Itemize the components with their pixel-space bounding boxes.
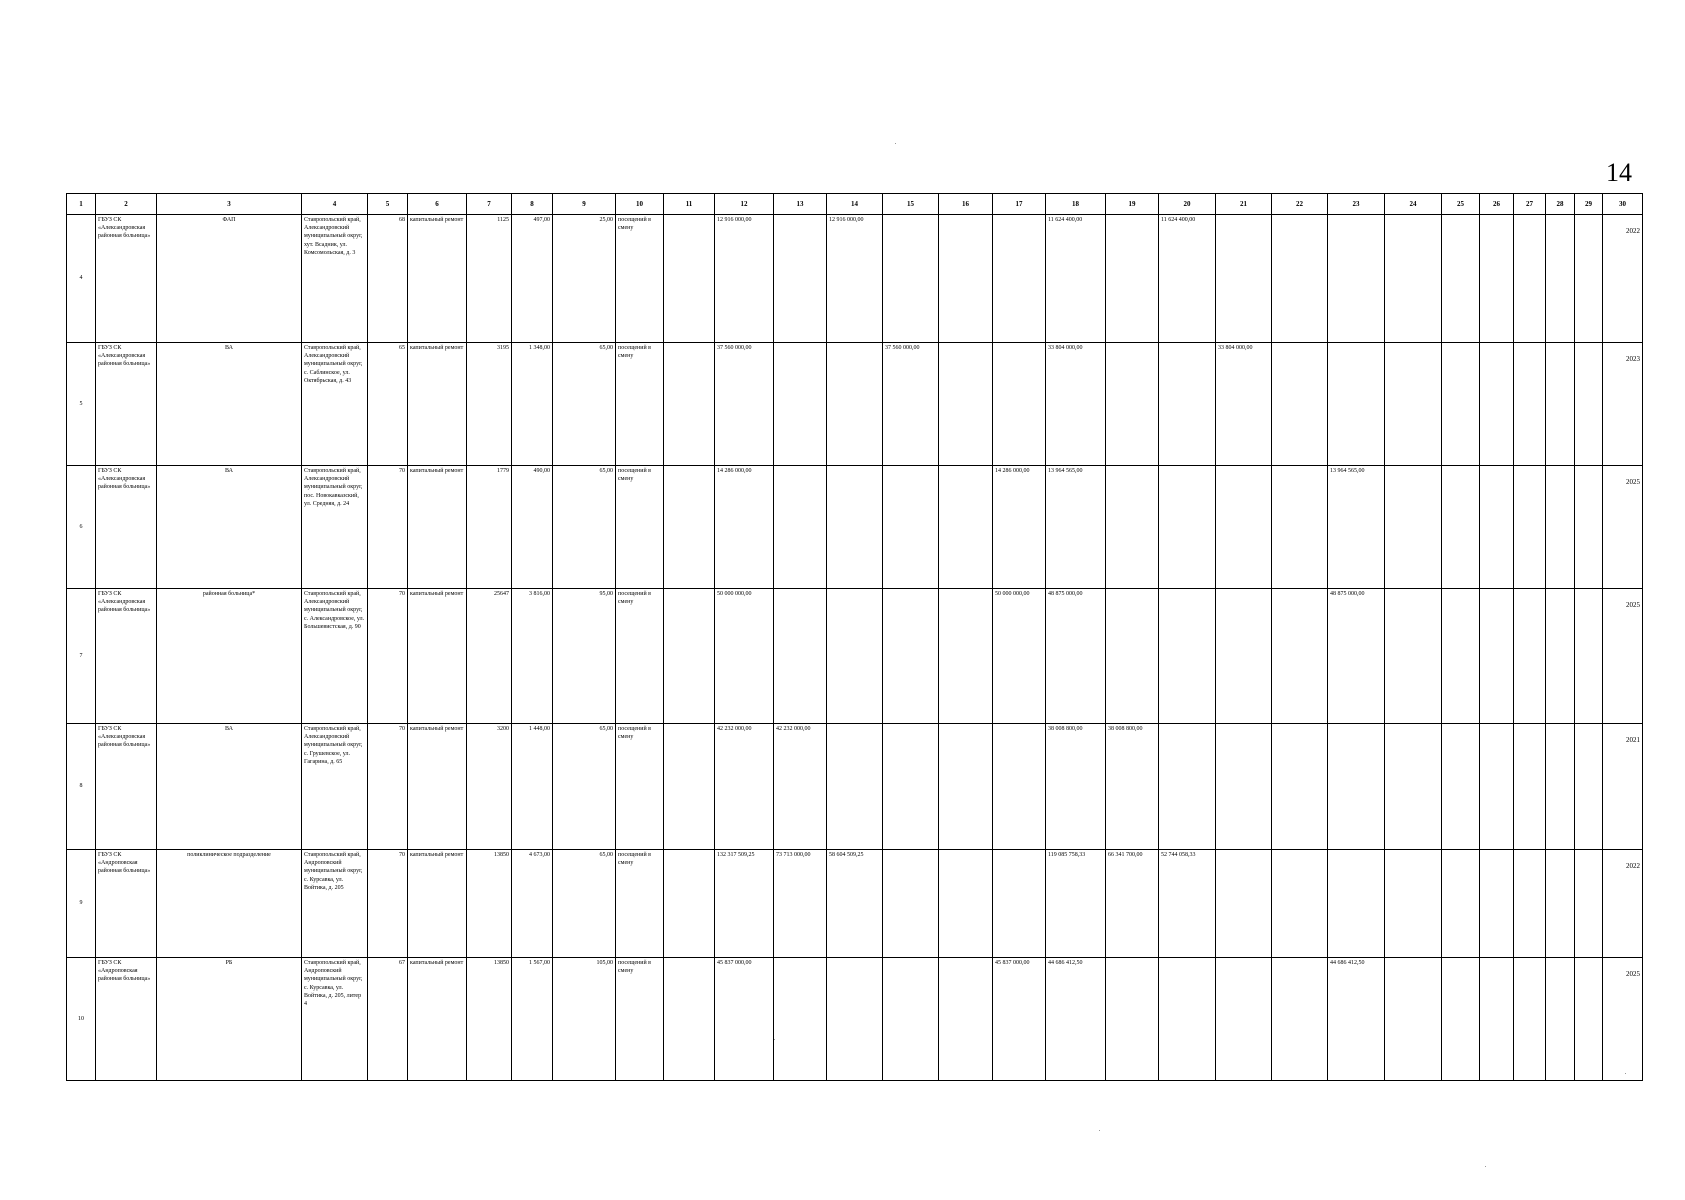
table-cell-col-24 [1385,466,1442,589]
table-cell-col-7: 25647 [467,589,512,724]
table-cell-col-19 [1106,589,1159,724]
table-cell-col-24 [1385,589,1442,724]
table-cell-col-16 [939,589,993,724]
table-cell-col-17: 45 837 000,00 [993,958,1046,1081]
table-cell-col-1: 6 [67,466,96,589]
table-cell-col-1: 10 [67,958,96,1081]
table-cell-col-13 [774,215,827,343]
table-cell-col-1: 8 [67,724,96,850]
table-cell-col-11 [664,958,715,1081]
column-header: 11 [664,194,715,215]
table-cell-col-21 [1216,589,1272,724]
table-cell-col-20: 11 624 400,00 [1159,215,1216,343]
table-cell-col-16 [939,958,993,1081]
table-cell-col-2: ГБУЗ СК «Александровская районная больница» [96,724,157,850]
table-cell-col-16 [939,724,993,850]
table-cell-col-30: 2023 [1603,343,1643,466]
table-cell-col-7: 1779 [467,466,512,589]
table-cell-col-18: 119 085 758,33 [1046,850,1106,958]
table-cell-col-24 [1385,343,1442,466]
table-cell-col-16 [939,466,993,589]
table-cell-col-12: 132 317 509,25 [715,850,774,958]
table-cell-col-4: Ставропольский край, Александровский муниципальный округ, с. Саблинское, ул. Октябрьская, д. 43 [302,343,368,466]
table-cell-col-23 [1328,215,1385,343]
table-cell-col-22 [1272,958,1328,1081]
column-header: 23 [1328,194,1385,215]
scan-speck [1099,1130,1100,1131]
table-cell-col-17 [993,850,1046,958]
table-cell-col-9: 95,00 [553,589,616,724]
table-cell-col-23: 48 875 000,00 [1328,589,1385,724]
table-cell-col-20 [1159,724,1216,850]
table-cell-col-16 [939,343,993,466]
table-cell-col-29 [1575,215,1603,343]
table-cell-col-15 [883,589,939,724]
table-cell-col-25 [1442,466,1480,589]
table-cell-col-7: 3195 [467,343,512,466]
scan-speck [1625,1073,1626,1074]
table-cell-col-10: посещений в смену [616,343,664,466]
scan-speck [774,1039,775,1040]
table-cell-col-3: ВА [157,343,302,466]
table-cell-col-9: 65,00 [553,724,616,850]
table-cell-col-30: 2021 [1603,724,1643,850]
table-cell-col-26 [1480,343,1514,466]
table-cell-col-21 [1216,724,1272,850]
table-cell-col-21 [1216,466,1272,589]
table-cell-col-27 [1514,466,1546,589]
table-cell-col-20 [1159,466,1216,589]
table-cell-col-9: 65,00 [553,343,616,466]
sheet [66,193,1640,1022]
table-cell-col-29 [1575,466,1603,589]
table-cell-col-4: Ставропольский край, Александровский муниципальный округ, хут. Всадник, ул. Комсомольская, д. 3 [302,215,368,343]
table-cell-col-18: 48 875 000,00 [1046,589,1106,724]
table-cell-col-24 [1385,215,1442,343]
table-cell-col-14 [827,466,883,589]
table-cell-col-18: 13 964 565,00 [1046,466,1106,589]
scan-speck [895,143,896,144]
table-cell-col-11 [664,724,715,850]
table-cell-col-3: районная больница* [157,589,302,724]
table-cell-col-6: капитальный ремонт [408,724,467,850]
table-cell-col-26 [1480,850,1514,958]
table-cell-col-13 [774,589,827,724]
table-cell-col-24 [1385,850,1442,958]
table-cell-col-6: капитальный ремонт [408,589,467,724]
table-cell-col-29 [1575,958,1603,1081]
table-cell-col-17 [993,343,1046,466]
table-cell-col-18: 44 686 412,50 [1046,958,1106,1081]
page-number: 14 [1606,158,1632,187]
column-header: 5 [368,194,408,215]
table-cell-col-14 [827,343,883,466]
table-cell-col-9: 65,00 [553,466,616,589]
table-cell-col-8: 1 348,00 [512,343,553,466]
table-cell-col-13: 42 232 000,00 [774,724,827,850]
column-header: 7 [467,194,512,215]
table-cell-col-3: ФАП [157,215,302,343]
table-cell-col-15 [883,466,939,589]
table-cell-col-5: 70 [368,466,408,589]
table-cell-col-10: посещений в смену [616,589,664,724]
table-cell-col-7: 1125 [467,215,512,343]
table-cell-col-14 [827,589,883,724]
column-header: 28 [1546,194,1575,215]
table-cell-col-2: ГБУЗ СК «Андроповская районная больница» [96,958,157,1081]
table-cell-col-7: 13850 [467,958,512,1081]
table-cell-col-5: 70 [368,724,408,850]
table-cell-col-19: 38 008 800,00 [1106,724,1159,850]
column-header: 19 [1106,194,1159,215]
table-cell-col-5: 67 [368,958,408,1081]
table-cell-col-3: ВА [157,466,302,589]
table-cell-col-21: 33 804 000,00 [1216,343,1272,466]
table-cell-col-12: 50 000 000,00 [715,589,774,724]
table-cell-col-27 [1514,724,1546,850]
column-header: 22 [1272,194,1328,215]
table-cell-col-19 [1106,466,1159,589]
table-cell-col-19 [1106,958,1159,1081]
table-cell-col-18: 33 804 000,00 [1046,343,1106,466]
table-cell-col-4: Ставропольский край, Александровский муниципальный округ, пос. Новокавказский, ул. Средняя, д. 24 [302,466,368,589]
scan-speck [1485,1166,1486,1167]
table-cell-col-5: 68 [368,215,408,343]
table-cell-col-30: 2025 [1603,589,1643,724]
table-cell-col-12: 42 232 000,00 [715,724,774,850]
table-cell-col-15 [883,850,939,958]
table-cell-col-9: 25,00 [553,215,616,343]
column-header: 10 [616,194,664,215]
table-cell-col-17: 14 286 000,00 [993,466,1046,589]
table-cell-col-6: капитальный ремонт [408,958,467,1081]
table-cell-col-19 [1106,215,1159,343]
column-header: 26 [1480,194,1514,215]
table-cell-col-13: 73 713 000,00 [774,850,827,958]
table-cell-col-27 [1514,958,1546,1081]
table-cell-col-6: капитальный ремонт [408,343,467,466]
column-header: 15 [883,194,939,215]
table-cell-col-14 [827,958,883,1081]
table-cell-col-3: ВА [157,724,302,850]
table-cell-col-10: посещений в смену [616,724,664,850]
table-cell-col-22 [1272,724,1328,850]
table-cell-col-11 [664,215,715,343]
column-header: 24 [1385,194,1442,215]
column-header: 13 [774,194,827,215]
table-cell-col-16 [939,850,993,958]
table-cell-col-15 [883,958,939,1081]
column-header: 6 [408,194,467,215]
column-header: 2 [96,194,157,215]
table-cell-col-28 [1546,724,1575,850]
table-cell-col-13 [774,466,827,589]
table-cell-col-28 [1546,850,1575,958]
table-cell-col-8: 497,00 [512,215,553,343]
table-cell-col-28 [1546,958,1575,1081]
table-cell-col-11 [664,466,715,589]
table-cell-col-14 [827,724,883,850]
table-cell-col-10: посещений в смену [616,850,664,958]
table-cell-col-2: ГБУЗ СК «Александровская районная больница» [96,466,157,589]
column-header: 14 [827,194,883,215]
table-cell-col-20 [1159,343,1216,466]
table-cell-col-13 [774,343,827,466]
table-cell-col-20: 52 744 058,33 [1159,850,1216,958]
table-cell-col-21 [1216,850,1272,958]
table-cell-col-22 [1272,466,1328,589]
table-cell-col-28 [1546,466,1575,589]
table-cell-col-6: капитальный ремонт [408,215,467,343]
table-cell-col-25 [1442,850,1480,958]
table-cell-col-16 [939,215,993,343]
table-cell-col-26 [1480,958,1514,1081]
column-header: 21 [1216,194,1272,215]
table-cell-col-12: 45 837 000,00 [715,958,774,1081]
column-header: 27 [1514,194,1546,215]
table-cell-col-15 [883,724,939,850]
table-row [67,215,1643,343]
table-cell-col-9: 65,00 [553,850,616,958]
table-cell-col-17 [993,724,1046,850]
table-cell-col-27 [1514,589,1546,724]
table-cell-col-2: ГБУЗ СК «Александровская районная больница» [96,215,157,343]
table-cell-col-20 [1159,958,1216,1081]
column-header: 9 [553,194,616,215]
table-cell-col-29 [1575,850,1603,958]
table-cell-col-26 [1480,724,1514,850]
table-cell-col-6: капитальный ремонт [408,466,467,589]
table-cell-col-17 [993,215,1046,343]
table-cell-col-13 [774,958,827,1081]
table-cell-col-29 [1575,343,1603,466]
table-cell-col-9: 105,00 [553,958,616,1081]
column-header: 3 [157,194,302,215]
table-cell-col-23 [1328,343,1385,466]
table-cell-col-27 [1514,215,1546,343]
column-header: 1 [67,194,96,215]
table-cell-col-30: 2022 [1603,850,1643,958]
table-cell-col-25 [1442,343,1480,466]
table-cell-col-26 [1480,466,1514,589]
table-cell-col-12: 37 560 000,00 [715,343,774,466]
table-cell-col-28 [1546,343,1575,466]
column-header: 8 [512,194,553,215]
table-cell-col-26 [1480,589,1514,724]
table-cell-col-26 [1480,215,1514,343]
table-cell-col-8: 490,00 [512,466,553,589]
table-cell-col-24 [1385,958,1442,1081]
table-cell-col-27 [1514,850,1546,958]
table-cell-col-18: 38 008 800,00 [1046,724,1106,850]
table-cell-col-22 [1272,589,1328,724]
table-cell-col-8: 4 673,00 [512,850,553,958]
table-cell-col-18: 11 624 400,00 [1046,215,1106,343]
table-cell-col-7: 13850 [467,850,512,958]
table-cell-col-21 [1216,215,1272,343]
table-cell-col-7: 3200 [467,724,512,850]
table-cell-col-19 [1106,343,1159,466]
table-cell-col-8: 1 567,00 [512,958,553,1081]
table-cell-col-10: посещений в смену [616,466,664,589]
table-cell-col-1: 5 [67,343,96,466]
table-cell-col-25 [1442,958,1480,1081]
table-row [67,850,1643,958]
table-cell-col-1: 9 [67,850,96,958]
table-cell-col-19: 66 341 700,00 [1106,850,1159,958]
column-header: 18 [1046,194,1106,215]
column-header: 30 [1603,194,1643,215]
table-cell-col-28 [1546,589,1575,724]
table-cell-col-25 [1442,724,1480,850]
table-row [67,958,1643,1081]
table-cell-col-12: 12 916 000,00 [715,215,774,343]
table-cell-col-15 [883,215,939,343]
table-cell-col-11 [664,850,715,958]
table-cell-col-4: Ставропольский край, Андроповский муниципальный округ, с. Курсавка, ул. Войтика, д. 205 [302,850,368,958]
table-cell-col-11 [664,343,715,466]
table-cell-col-30: 2022 [1603,215,1643,343]
table-cell-col-8: 1 448,00 [512,724,553,850]
table-cell-col-2: ГБУЗ СК «Александровская районная больница» [96,589,157,724]
table-row [67,589,1643,724]
table-cell-col-30: 2025 [1603,958,1643,1081]
table-cell-col-23: 44 686 412,50 [1328,958,1385,1081]
table-row [67,724,1643,850]
table-cell-col-5: 70 [368,589,408,724]
table-cell-col-22 [1272,343,1328,466]
table-cell-col-1: 7 [67,589,96,724]
table-cell-col-4: Ставропольский край, Александровский муниципальный округ, с. Александровское, ул. Большевистская, д. 90 [302,589,368,724]
table-cell-col-24 [1385,724,1442,850]
header-row [67,194,1643,215]
table-cell-col-23: 13 964 565,00 [1328,466,1385,589]
table-cell-col-23 [1328,724,1385,850]
table-cell-col-25 [1442,215,1480,343]
table-cell-col-3: РБ [157,958,302,1081]
table-cell-col-25 [1442,589,1480,724]
table-cell-col-23 [1328,850,1385,958]
table-cell-col-10: посещений в смену [616,215,664,343]
column-header: 20 [1159,194,1216,215]
table-cell-col-14: 12 916 000,00 [827,215,883,343]
table-cell-col-2: ГБУЗ СК «Александровская районная больница» [96,343,157,466]
table-cell-col-11 [664,589,715,724]
table-cell-col-22 [1272,215,1328,343]
table-row [67,466,1643,589]
table-cell-col-20 [1159,589,1216,724]
table-cell-col-29 [1575,589,1603,724]
table-cell-col-10: посещений в смену [616,958,664,1081]
table-row [67,343,1643,466]
table-cell-col-21 [1216,958,1272,1081]
table-cell-col-12: 14 286 000,00 [715,466,774,589]
table-cell-col-6: капитальный ремонт [408,850,467,958]
column-header: 29 [1575,194,1603,215]
table-cell-col-29 [1575,724,1603,850]
table-cell-col-28 [1546,215,1575,343]
table-cell-col-4: Ставропольский край, Андроповский муниципальный округ, с. Курсавка, ул. Войтика, д. 205, литер 4 [302,958,368,1081]
column-header: 25 [1442,194,1480,215]
table-cell-col-27 [1514,343,1546,466]
column-header: 4 [302,194,368,215]
table-cell-col-3: поликлиническое подразделение [157,850,302,958]
data-table [66,193,1643,1081]
table-cell-col-15: 37 560 000,00 [883,343,939,466]
table-cell-col-14: 58 604 509,25 [827,850,883,958]
table-cell-col-2: ГБУЗ СК «Андроповская районная больница» [96,850,157,958]
column-header: 12 [715,194,774,215]
table-cell-col-5: 65 [368,343,408,466]
table-cell-col-30: 2025 [1603,466,1643,589]
table-cell-col-5: 70 [368,850,408,958]
table-cell-col-1: 4 [67,215,96,343]
table-cell-col-22 [1272,850,1328,958]
table-cell-col-8: 3 816,00 [512,589,553,724]
column-header: 16 [939,194,993,215]
column-header: 17 [993,194,1046,215]
table-cell-col-4: Ставропольский край, Александровский муниципальный округ, с. Грушевское, ул. Гагарина, д. 65 [302,724,368,850]
table-cell-col-17: 50 000 000,00 [993,589,1046,724]
